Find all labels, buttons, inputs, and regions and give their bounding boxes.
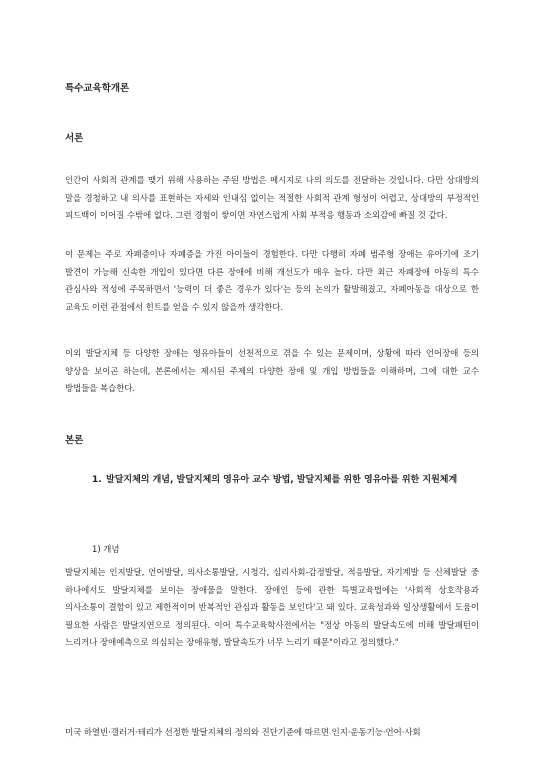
intro-paragraph-2: 이 문제는 주로 자폐증이나 자폐증을 가진 아이들이 경험한다. 다만 다행히 자폐 범주형 장애는 유아기에 조기 발견이 가능해 신속한 개입이 있다면 다른 장애에 비해 개선도가 매우 높다. 다만 최근 자폐장애 아동의 특수 관심사와 적성에 주목하면서 '능력이 더 좋은 경우가 있다'는 등의 논의가 활발해졌고, 자폐아동을 대상으로 한 교육도 이런 관점에서 힌트를 얻을 수 있지 않을까 생각한다.	[65, 249, 479, 312]
section-1-heading	[92, 472, 474, 490]
intro-paragraph-1: 인간이 사회적 관계를 맺기 위해 사용하는 주된 방법은 메시지로 나의 의도를 전달하는 것입니다. 다만 상대방의 말을 경청하고 내 의사를 표현하는 자세와 인내심 없이는 적절한 사회적 관계 형성이 어렵고, 상대방의 부정적인 피드백이 이어질 수밖에 없다. 그런 경험이 쌓이면 자연스럽게 사회 부적응 행동과 소외감에 빠질 것 같다.	[65, 175, 479, 220]
body-heading: 본론	[65, 435, 84, 446]
intro-paragraph-3: 이외 발달지체 등 다양한 장애는 영유아들이 선천적으로 겪을 수 있는 문제이며, 상황에 따라 언어장애 등의 양상을 보이곤 하는데, 본론에서는 제시된 주제의 다양한 장애 및 개입 방법들을 이해하며, 그에 대한 교수 방법들을 복습한다.	[65, 348, 479, 393]
intro-heading: 서론	[65, 133, 84, 144]
section-1-number: 1.	[92, 475, 102, 485]
concept-paragraph-2: 미국 하열빈·갤러거·테리가 선정한 발달지체의 정의와 진단기준에 따르면 인지·운동기능·언어·사회	[65, 727, 421, 737]
concept-paragraph-1: 발달지체는 인지발달, 언어발달, 의사소통발달, 시청각, 심리사회-감정발달, 적응발달, 자기계발 등 신체발달 중 하나에서도 발달지체를 보이는 장애물을 말한다. 장애인 등에 관한 특별교육법에는 '사회적 상호작용과 의사소통이 결함이 있고 제한적이며 반복적인 관심과 활동을 보인다'고 돼 있다. 교육성과와 일상생활에서 도움이 필요한 사람은 발달지연으로 정의된다. 이어 특수교육학사전에서는 "정상 아동의 발달속도에 비해 발달패턴이 느리거나 장애예측으로 의심되는 장애유형, 발달속도가 너무 느리기 때문"이라고 정의했다."	[65, 567, 479, 647]
document-title: 특수교육학개론	[65, 83, 130, 94]
section-1-title: 발달지체의 개념, 발달지체의 영유아 교수 방법, 발달지체를 위한 영유아를 위한 지원체계	[106, 475, 458, 485]
subsection-1-heading: 1) 개념	[92, 544, 120, 554]
